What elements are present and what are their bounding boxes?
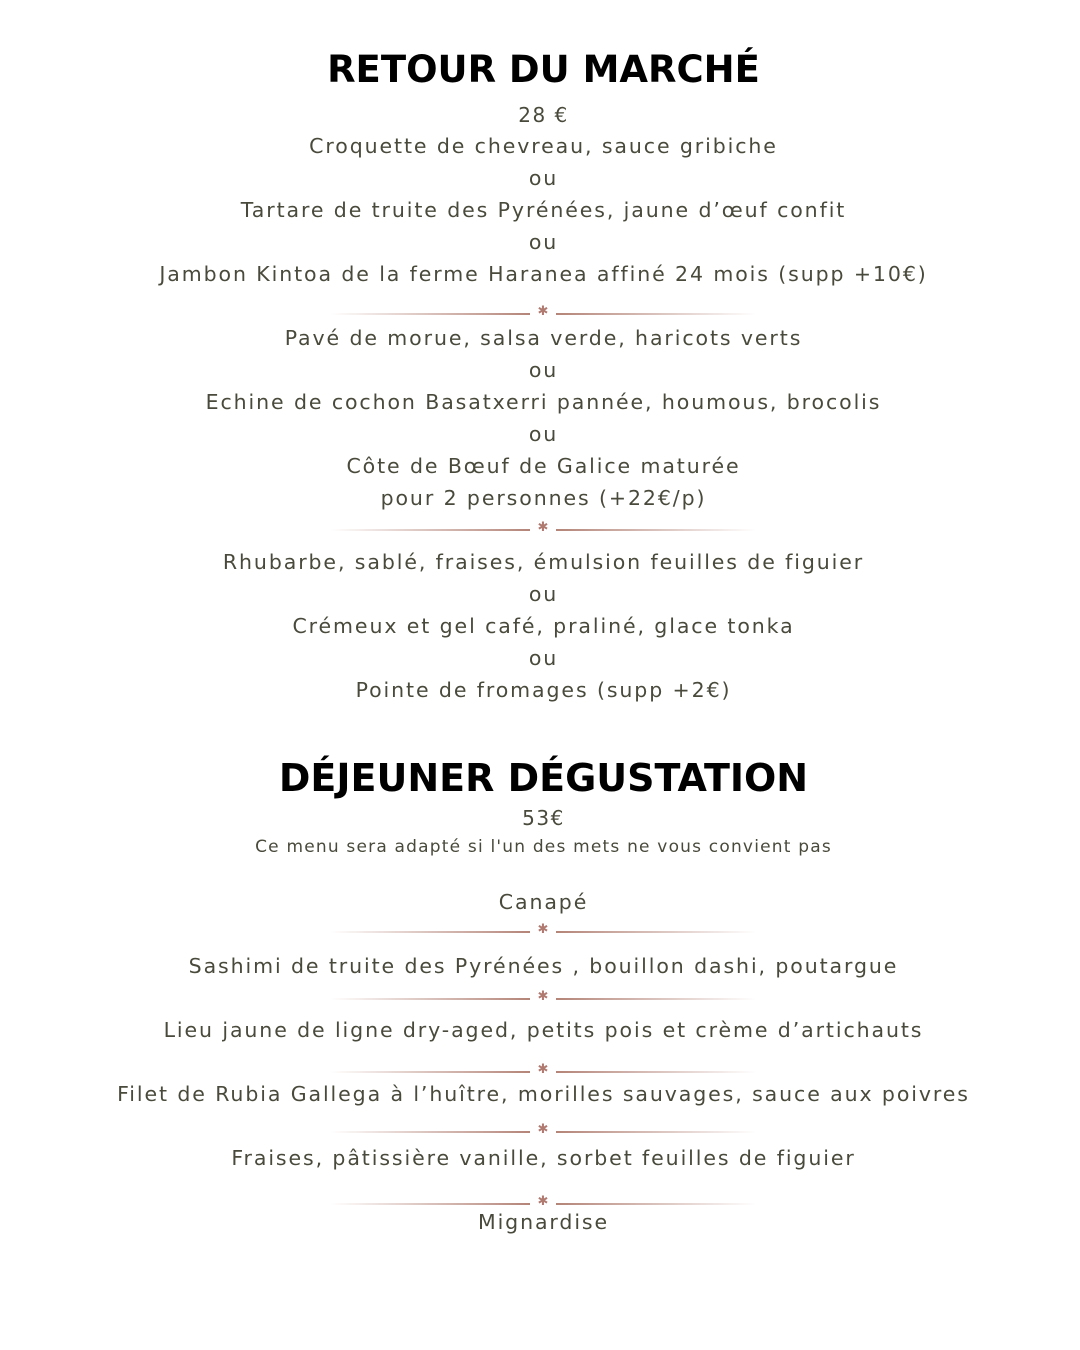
course-item: Filet de Rubia Gallega à l’huître, morilles sauvages, sauce aux poivres bbox=[117, 1082, 970, 1106]
course-divider bbox=[330, 989, 756, 1005]
course-divider bbox=[330, 922, 756, 938]
course-item: Mignardise bbox=[477, 1210, 610, 1234]
divider-line-right bbox=[556, 931, 756, 933]
star-ornament-icon: ✱ bbox=[537, 1194, 549, 1209]
starter-option: Croquette de chevreau, sauce gribiche bbox=[309, 134, 778, 158]
divider-line-right bbox=[556, 998, 756, 1000]
star-ornament-icon: ✱ bbox=[537, 520, 549, 535]
dessert-option: Rhubarbe, sablé, fraises, émulsion feuilles de figuier bbox=[222, 550, 865, 574]
divider-line-left bbox=[330, 1071, 530, 1073]
dessert-option: Crémeux et gel café, praliné, glace tonka bbox=[292, 614, 795, 638]
or-separator: ou bbox=[528, 582, 559, 606]
or-separator: ou bbox=[528, 230, 559, 254]
dessert-option: Pointe de fromages (supp +2€) bbox=[355, 678, 732, 702]
starter-option: Tartare de truite des Pyrénées, jaune d’œuf confit bbox=[240, 198, 847, 222]
or-separator: ou bbox=[528, 646, 559, 670]
course-item: Fraises, pâtissière vanille, sorbet feuilles de figuier bbox=[231, 1146, 856, 1170]
divider-line-left bbox=[330, 313, 530, 315]
divider-line-left bbox=[330, 1131, 530, 1133]
star-ornament-icon: ✱ bbox=[537, 989, 549, 1004]
divider-line-right bbox=[556, 1203, 756, 1205]
main-option: Echine de cochon Basatxerri pannée, houmous, brocolis bbox=[205, 390, 882, 414]
course-item: Lieu jaune de ligne dry-aged, petits pois et crème d’artichauts bbox=[163, 1018, 924, 1042]
course-item: Sashimi de truite des Pyrénées , bouillon dashi, poutargue bbox=[188, 954, 899, 978]
divider-line-left bbox=[330, 998, 530, 1000]
main-option: Côte de Bœuf de Galice maturée bbox=[346, 454, 741, 478]
course-divider bbox=[330, 520, 756, 536]
course-divider bbox=[330, 304, 756, 320]
divider-line-right bbox=[556, 1071, 756, 1073]
divider-line-right bbox=[556, 529, 756, 531]
course-divider bbox=[330, 1062, 756, 1078]
divider-line-left bbox=[330, 1203, 530, 1205]
starter-option: Jambon Kintoa de la ferme Haranea affiné 24 mois (supp +10€) bbox=[159, 262, 928, 286]
star-ornament-icon: ✱ bbox=[537, 922, 549, 937]
star-ornament-icon: ✱ bbox=[537, 1122, 549, 1137]
main-option-detail: pour 2 personnes (+22€/p) bbox=[380, 486, 707, 510]
or-separator: ou bbox=[528, 358, 559, 382]
divider-line-left bbox=[330, 931, 530, 933]
menu-price: 53€ bbox=[522, 806, 565, 830]
or-separator: ou bbox=[528, 166, 559, 190]
menu-title-retour-du-marche: RETOUR DU MARCHÉ bbox=[327, 48, 760, 91]
divider-line-right bbox=[556, 1131, 756, 1133]
course-divider bbox=[330, 1122, 756, 1138]
or-separator: ou bbox=[528, 422, 559, 446]
main-option: Pavé de morue, salsa verde, haricots verts bbox=[284, 326, 803, 350]
course-divider bbox=[330, 1194, 756, 1210]
star-ornament-icon: ✱ bbox=[537, 1062, 549, 1077]
divider-line-right bbox=[556, 313, 756, 315]
divider-line-left bbox=[330, 529, 530, 531]
menu-price: 28 € bbox=[518, 103, 569, 127]
star-ornament-icon: ✱ bbox=[537, 304, 549, 319]
menu-title-dejeuner-degustation: DÉJEUNER DÉGUSTATION bbox=[278, 756, 809, 800]
menu-note: Ce menu sera adapté si l'un des mets ne vous convient pas bbox=[255, 837, 832, 857]
course-item: Canapé bbox=[498, 890, 589, 914]
